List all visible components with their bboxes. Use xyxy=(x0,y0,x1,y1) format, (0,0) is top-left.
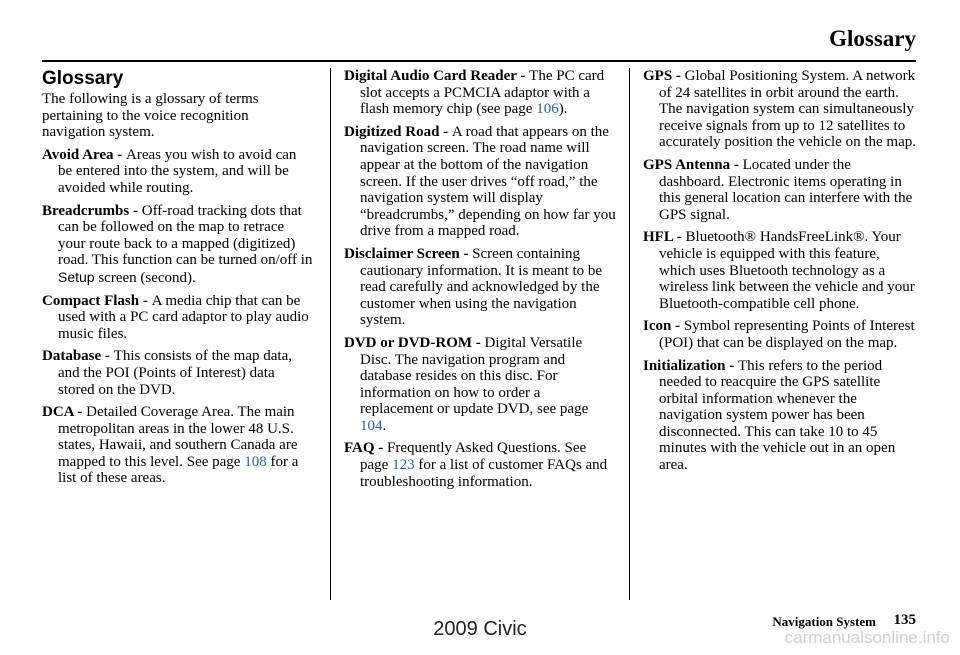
glossary-entry xyxy=(643,157,919,223)
glossary-definition: Global Positioning System. A network of 24 satellites in orbit around the earth. The navigation system can simultaneously receive signals from up to 12 satellites to accurately position the vehicle on the map. xyxy=(659,68,916,151)
glossary-definition: Bluetooth® HandsFreeLink®. Your vehicle is equipped with this feature, which uses Bluetooth technology as a wireless link between the vehicle and your Bluetooth-compatible cell phone. xyxy=(659,229,915,312)
glossary-entry xyxy=(344,440,616,490)
column-3 xyxy=(643,68,919,480)
glossary-term: GPS - xyxy=(643,68,685,84)
glossary-definition: A media chip that can be used with a PC card adaptor to play audio music files. xyxy=(58,292,309,342)
glossary-definition: Areas you wish to avoid can be entered into the system, and will be avoided while routing. xyxy=(58,146,297,196)
glossary-entry xyxy=(42,293,314,343)
glossary-entry xyxy=(344,246,616,329)
glossary-definition: This refers to the period needed to reacquire the GPS satellite orbital information whenever the navigation system power has been disconnected. This can take 10 to 45 minutes with the vehicle out in an open area. xyxy=(659,357,896,474)
intro-paragraph: The following is a glossary of terms pertaining to the voice recognition navigation system. xyxy=(42,91,259,141)
glossary-definition: ). xyxy=(558,101,568,118)
glossary-entry xyxy=(344,124,616,240)
watermark-text: 2009 Civic xyxy=(433,618,527,640)
page-reference-link[interactable]: 108 xyxy=(244,453,267,470)
glossary-term: DCA - xyxy=(42,404,87,421)
watermark-url: carmanualsonline.info xyxy=(784,628,950,647)
glossary-definition: Off-road tracking dots that can be followed on the map to retrace your route back to a mapped (digitized) road. This function can be turned on/off in xyxy=(58,202,313,269)
glossary-definition: screen (second). xyxy=(94,269,196,286)
page-number: 135 xyxy=(893,612,916,628)
glossary-term: Disclaimer Screen - xyxy=(344,245,473,262)
glossary-term: Breadcrumbs - xyxy=(42,202,142,219)
glossary-definition: The PC card slot accepts a PCMCIA adaptor with a flash memory chip (see page xyxy=(360,68,605,118)
glossary-entry xyxy=(42,404,314,487)
glossary-term: GPS Antenna - xyxy=(643,156,743,173)
glossary-term: Avoid Area - xyxy=(42,146,127,163)
glossary-term: DVD or DVD-ROM - xyxy=(344,334,485,351)
glossary-definition: for a list of customer FAQs and troubleshooting information. xyxy=(360,457,608,490)
glossary-definition: A road that appears on the navigation screen. The road name will appear at the bottom of the navigation screen. If the user drives “off road,” the navigation system will display “breadcrumbs,” depending on how far you drive from a mapped road. xyxy=(360,123,616,240)
glossary-definition: Symbol representing Points of Interest (POI) that can be displayed on the map. xyxy=(659,318,915,351)
glossary-definition: Screen containing cautionary information. It is meant to be read carefully and acknowledged by the customer when using the navigation system. xyxy=(360,245,603,329)
section-heading: Glossary xyxy=(42,68,124,89)
glossary-entry xyxy=(643,318,919,351)
glossary-term: Icon - xyxy=(643,318,684,335)
glossary-entry xyxy=(643,229,919,312)
page-reference-link[interactable]: 106 xyxy=(536,101,559,118)
glossary-term: Digitized Road - xyxy=(344,123,452,140)
footer-label: Navigation System xyxy=(772,614,876,629)
page-reference-link[interactable]: 104 xyxy=(360,417,383,434)
glossary-entry xyxy=(344,68,616,118)
glossary-term: Digital Audio Card Reader - xyxy=(344,68,530,84)
page-reference-link[interactable]: 123 xyxy=(392,457,415,474)
glossary-definition: This consists of the map data, and the POI (Points of Interest) data stored on the DVD. xyxy=(58,348,292,398)
glossary-entries xyxy=(344,68,616,490)
glossary-entry xyxy=(42,348,314,398)
glossary-entry xyxy=(643,358,919,474)
column-1 xyxy=(42,68,314,493)
glossary-term: Compact Flash - xyxy=(42,292,152,309)
glossary-term: FAQ - xyxy=(344,440,388,457)
glossary-entries xyxy=(42,147,314,487)
column-2 xyxy=(344,68,616,496)
menu-name: Setup xyxy=(58,268,95,285)
header-rule xyxy=(42,60,916,62)
glossary-entry xyxy=(42,147,314,197)
glossary-entry xyxy=(643,68,919,151)
glossary-entry xyxy=(344,335,616,435)
glossary-definition: Frequently Asked Questions. See page xyxy=(360,440,587,474)
glossary-definition: . xyxy=(382,417,387,434)
glossary-definition: Digital Versatile Disc. The navigation program and database resides on this disc. For information on how to order a replacement or update DVD, see page xyxy=(360,334,589,418)
glossary-term: Initialization - xyxy=(643,357,739,374)
glossary-definition: Detailed Coverage Area. The main metropolitan areas in the lower 48 U.S. states, Hawaii, and southern Canada are mapped to this level. See page xyxy=(58,404,298,470)
glossary-entries xyxy=(643,68,919,474)
glossary-term: HFL - xyxy=(643,229,686,246)
page-header-title: Glossary xyxy=(829,26,916,51)
glossary-definition: for a list of these areas. xyxy=(58,453,299,487)
column-divider xyxy=(330,68,331,600)
column-divider xyxy=(629,68,630,600)
glossary-entry xyxy=(42,203,314,287)
glossary-term: Database - xyxy=(42,348,114,365)
glossary-definition: Located under the dashboard. Electronic items operating in this general location can interfere with the GPS signal. xyxy=(659,156,913,223)
